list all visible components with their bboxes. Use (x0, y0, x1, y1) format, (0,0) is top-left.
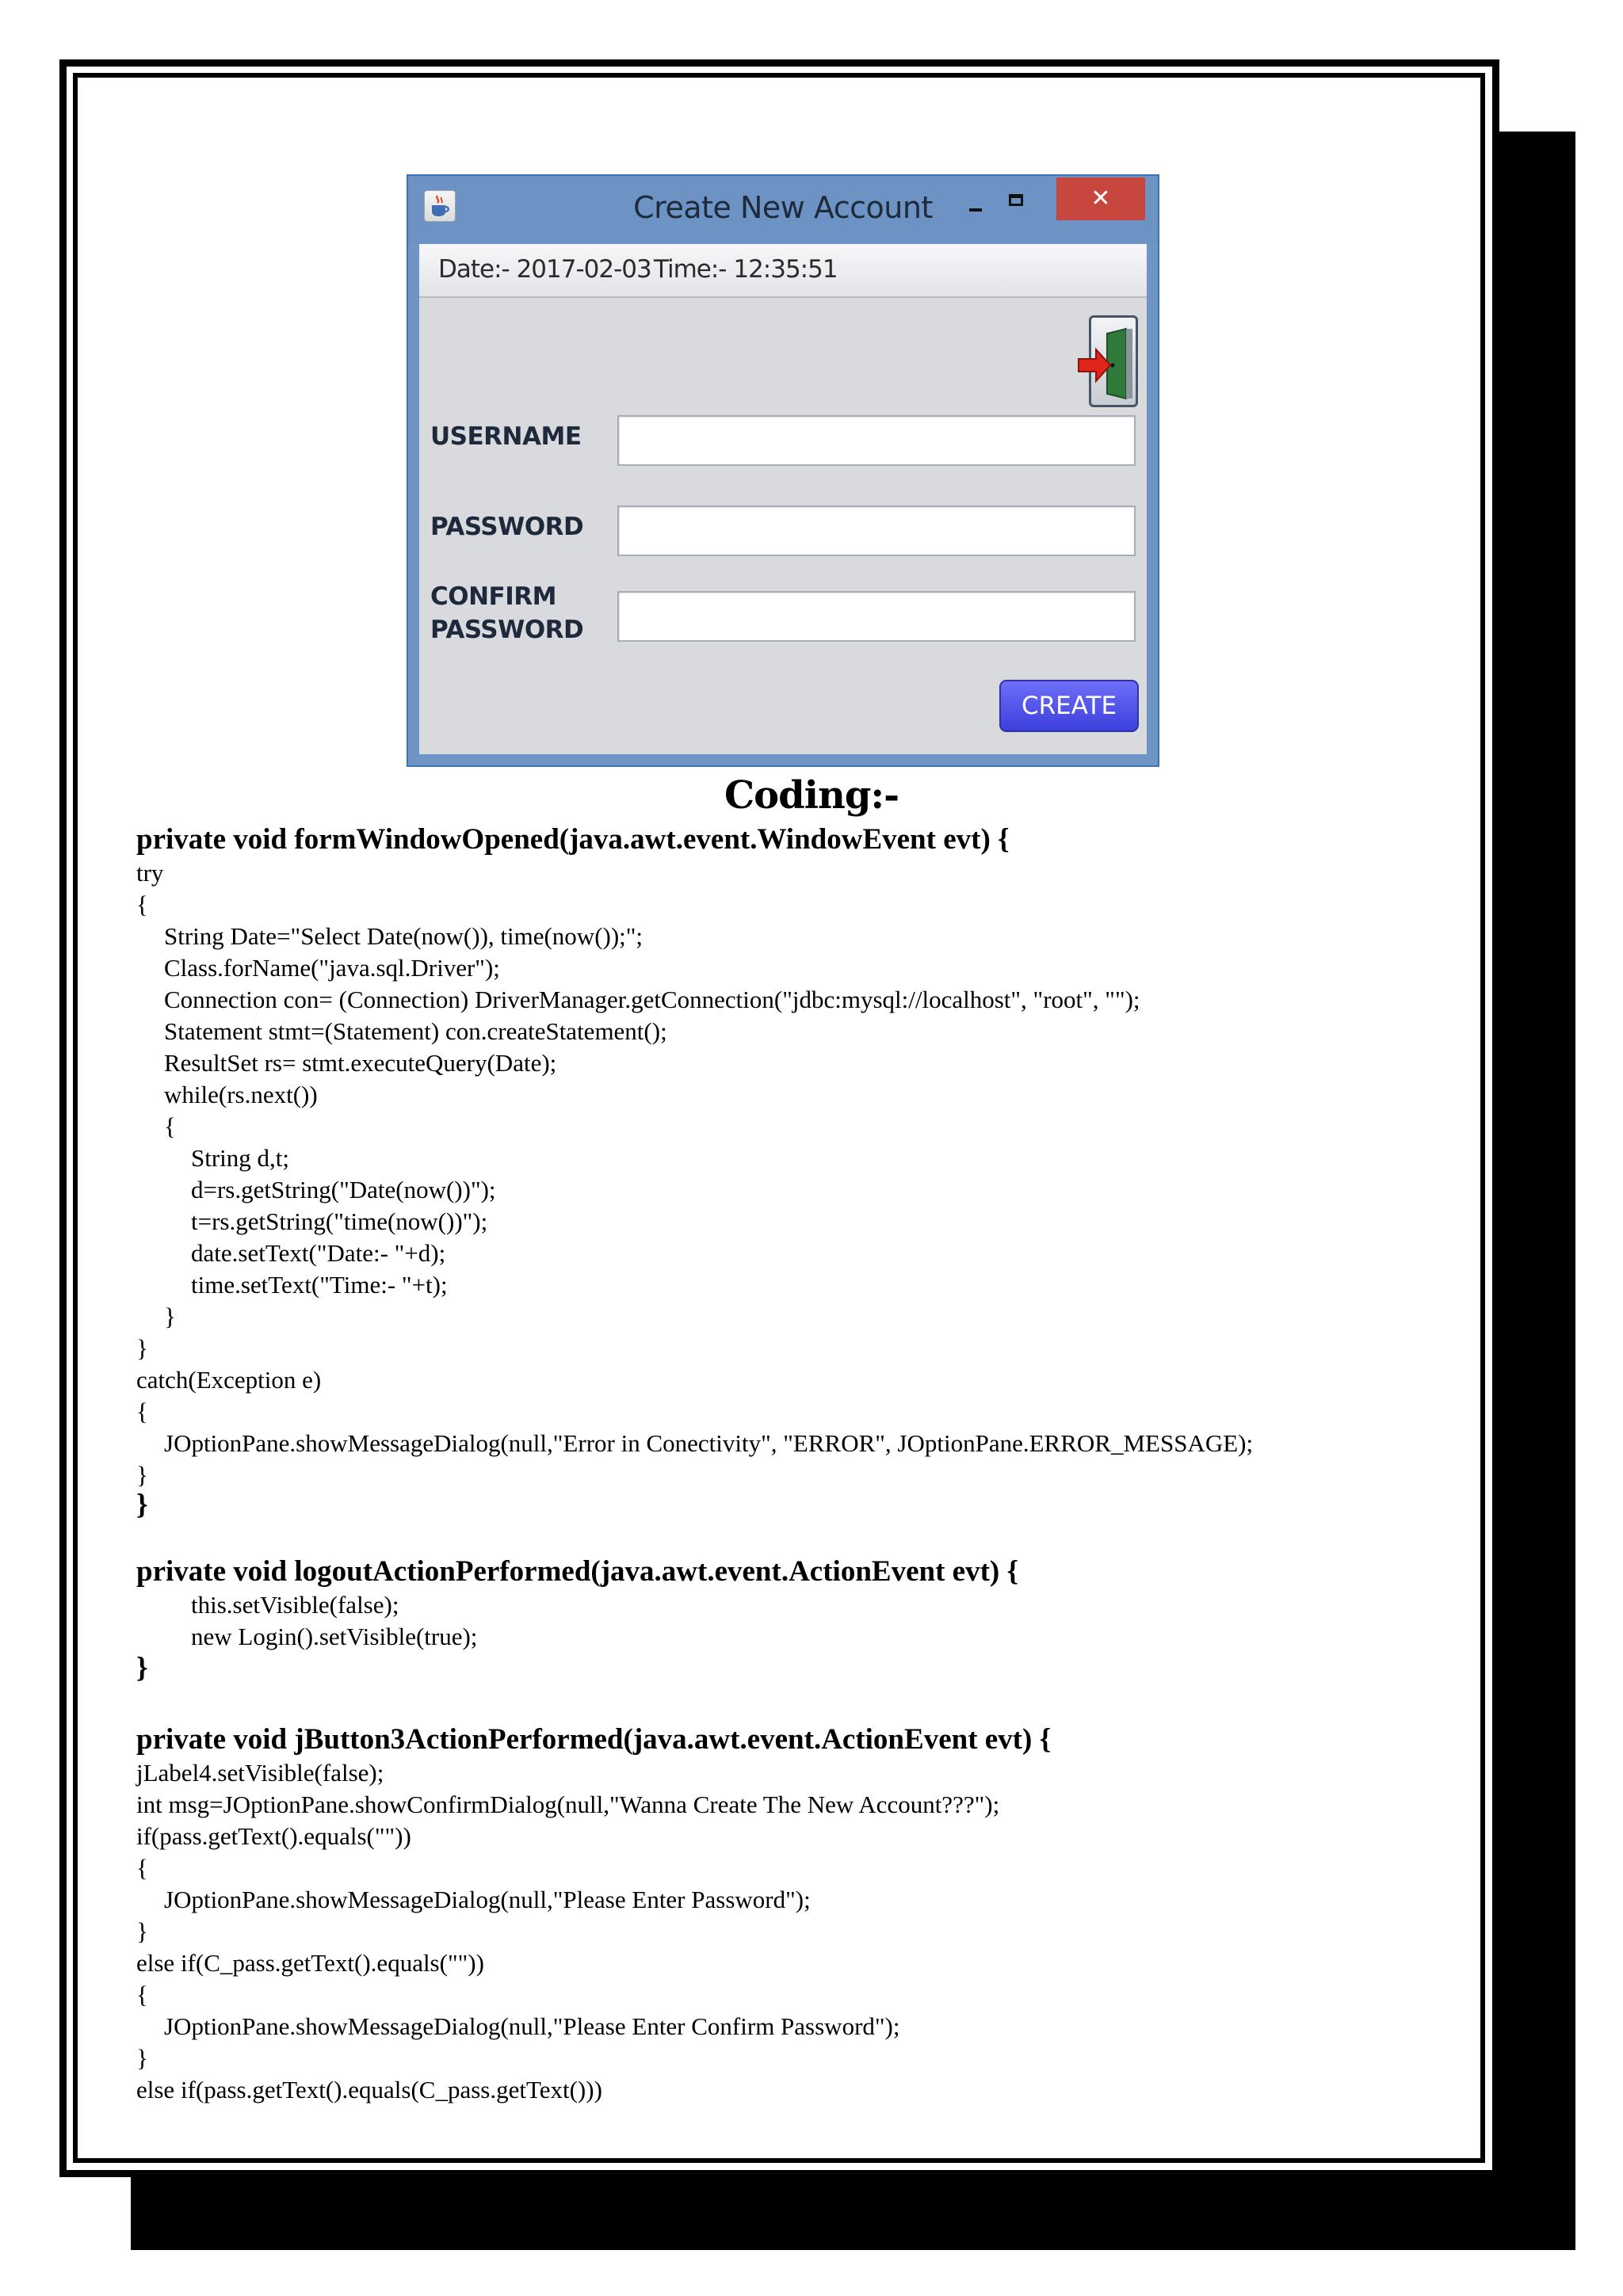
page-shadow-bottom (131, 2177, 1575, 2250)
code-line: } (136, 1461, 148, 1489)
code-line: } (164, 1302, 176, 1330)
exit-door-icon (1077, 326, 1140, 402)
code-line: Statement stmt=(Statement) con.createStatement(); (164, 1017, 667, 1045)
code-line: } (136, 1489, 148, 1521)
code-line: } (136, 1917, 148, 1945)
code-line: t=rs.getString("time(now())"); (191, 1207, 488, 1235)
code-line: try (136, 859, 164, 887)
code-line: time.setText("Time:- "+t); (191, 1271, 448, 1299)
code-line: { (136, 1981, 148, 2008)
code-line: { (136, 1854, 148, 1882)
code-line: new Login().setVisible(true); (191, 1623, 478, 1650)
password-label: PASSWORD (430, 513, 584, 541)
coding-heading: Coding:- (724, 773, 899, 818)
code-line: { (136, 891, 148, 918)
code-line: private void formWindowOpened(java.awt.event.WindowEvent evt) { (136, 823, 1010, 856)
username-input[interactable] (617, 415, 1136, 466)
minimize-icon (969, 208, 982, 212)
page-shadow-right (1499, 132, 1575, 2250)
code-line: } (136, 1334, 148, 1362)
code-line: } (136, 2044, 148, 2072)
code-line: { (164, 1112, 176, 1140)
confirm-label-line1: CONFIRM (430, 582, 556, 611)
username-label: USERNAME (430, 422, 582, 451)
code-line: while(rs.next()) (164, 1081, 318, 1108)
code-line: ResultSet rs= stmt.executeQuery(Date); (164, 1049, 557, 1077)
code-line: Connection con= (Connection) DriverManager.getConnection("jdbc:mysql://localhost", "root", ""); (164, 986, 1140, 1013)
date-time-bar (419, 244, 1147, 298)
maximize-button[interactable] (997, 187, 1035, 222)
code-line: JOptionPane.showMessageDialog(null,"Please Enter Password"); (164, 1886, 811, 1913)
code-line: date.setText("Date:- "+d); (191, 1239, 446, 1267)
code-line: this.setVisible(false); (191, 1591, 399, 1619)
window-content (419, 244, 1147, 754)
date-label: Date:- 2017-02-03 (438, 255, 651, 284)
code-line: JOptionPane.showMessageDialog(null,"Please Enter Confirm Password"); (164, 2012, 900, 2040)
code-line: { (136, 1398, 148, 1425)
close-icon: ✕ (1090, 185, 1111, 212)
minimize-button[interactable] (957, 192, 995, 227)
close-button[interactable] (1056, 177, 1145, 220)
code-line: else if(C_pass.getText().equals("")) (136, 1949, 484, 1977)
create-button[interactable]: CREATE (999, 680, 1139, 732)
confirm-password-label (430, 580, 589, 646)
code-line: int msg=JOptionPane.showConfirmDialog(null,"Wanna Create The New Account???"); (136, 1791, 1000, 1818)
code-line: catch(Exception e) (136, 1366, 322, 1394)
time-label: Time:- 12:35:51 (654, 255, 838, 284)
window-title: Create New Account (633, 190, 933, 225)
code-line: if(pass.getText().equals("")) (136, 1822, 411, 1850)
code-line: String d,t; (191, 1144, 290, 1172)
confirm-label-line2: PASSWORD (430, 616, 584, 644)
code-line: String Date="Select Date(now()), time(now());"; (164, 922, 643, 950)
window-titlebar[interactable] (408, 176, 1158, 244)
maximize-icon (1009, 194, 1023, 206)
code-line: } (136, 1652, 148, 1684)
password-input[interactable] (617, 505, 1136, 556)
code-line: private void jButton3ActionPerformed(java.awt.event.ActionEvent evt) { (136, 1723, 1052, 1756)
code-line: Class.forName("java.sql.Driver"); (164, 954, 500, 982)
code-line: jLabel4.setVisible(false); (136, 1759, 384, 1787)
confirm-password-input[interactable] (617, 591, 1136, 642)
code-line: private void logoutActionPerformed(java.awt.event.ActionEvent evt) { (136, 1555, 1019, 1588)
code-line: d=rs.getString("Date(now())"); (191, 1176, 496, 1203)
code-line: JOptionPane.showMessageDialog(null,"Error in Conectivity", "ERROR", JOptionPane.ERROR_MESSAGE); (164, 1429, 1254, 1457)
logout-button[interactable] (1089, 315, 1138, 407)
code-line: else if(pass.getText().equals(C_pass.getText())) (136, 2076, 602, 2103)
create-account-window (407, 174, 1159, 767)
